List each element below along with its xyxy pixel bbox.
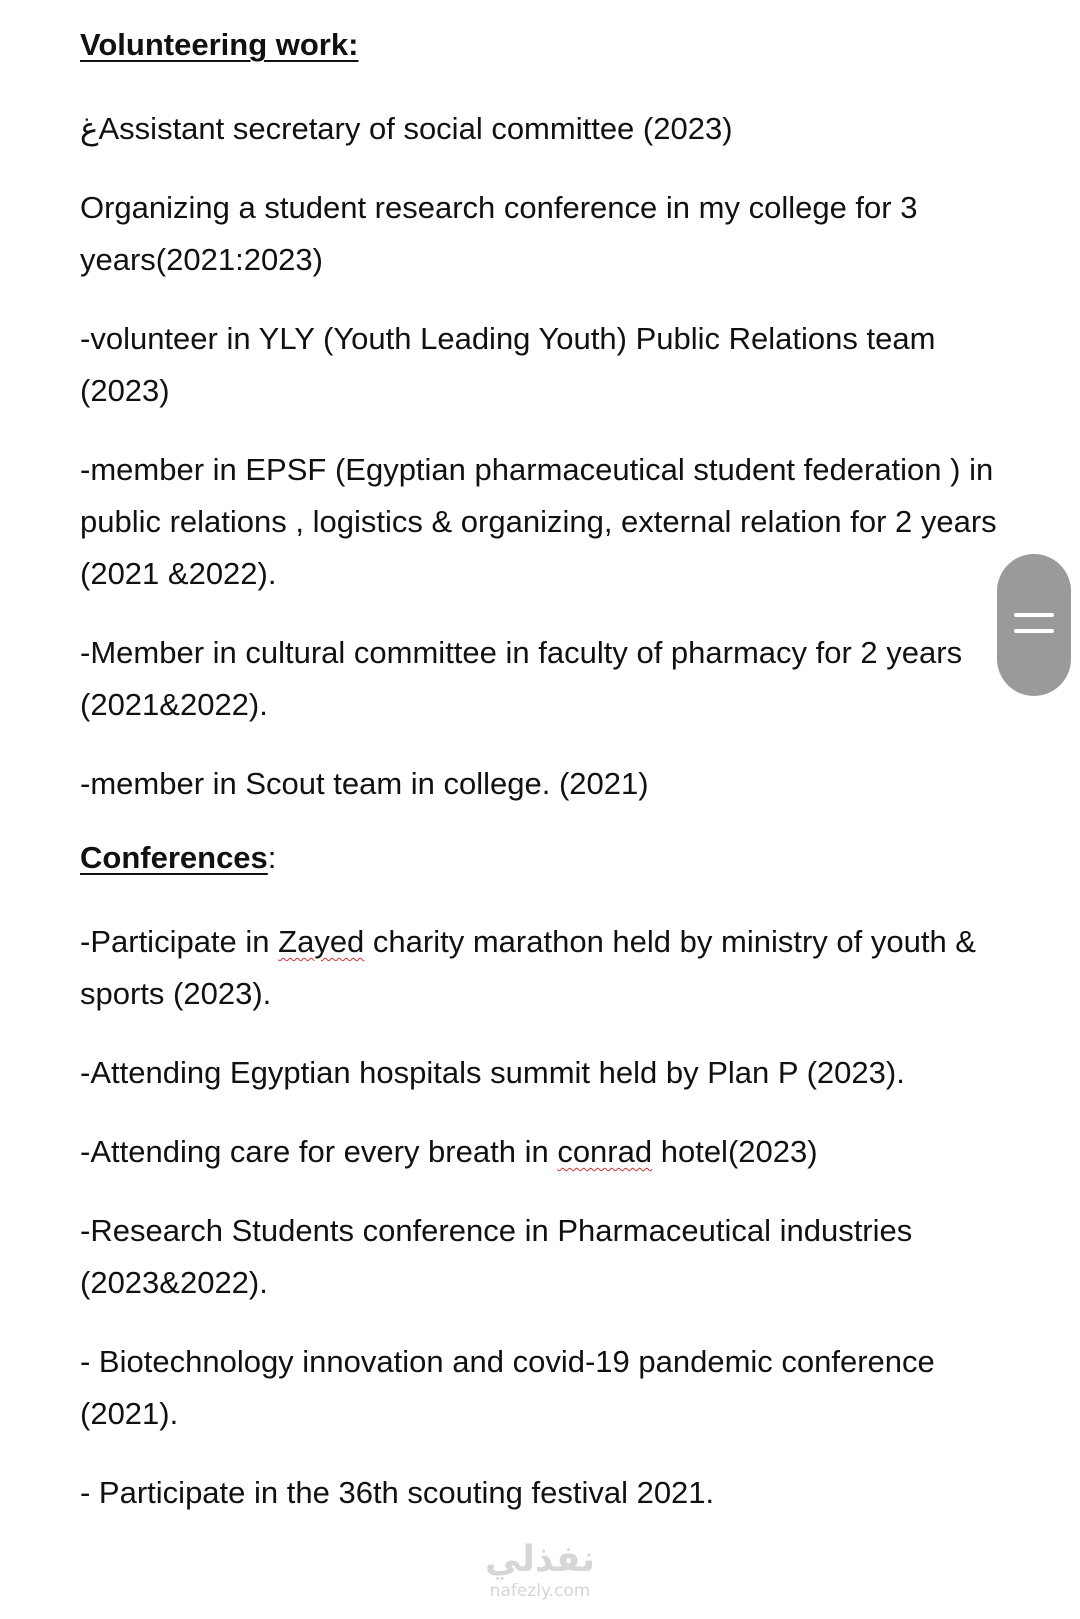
conferences-heading — [80, 837, 1010, 879]
volunteering-item: ﻍAssistant secretary of social committee (2023) — [80, 111, 733, 146]
conferences-heading-text: Conferences — [80, 840, 268, 875]
document-body — [80, 24, 1010, 1546]
spellcheck-flagged-word[interactable]: Zayed — [278, 924, 365, 959]
conference-item: -Research Students conference in Pharmaceutical industries (2023&2022). — [80, 1213, 913, 1300]
drag-handle-bar — [1014, 629, 1054, 633]
conference-item-text: -Participate in — [80, 924, 279, 959]
watermark-logo — [480, 1540, 600, 1602]
drag-handle-bar — [1014, 613, 1054, 617]
scroll-handle[interactable] — [997, 554, 1071, 696]
watermark-arabic: نفذلي — [484, 1539, 596, 1580]
conference-item — [80, 1126, 1010, 1178]
conference-item: - Biotechnology innovation and covid-19 pandemic conference (2021). — [80, 1344, 935, 1431]
conference-item: -Attending Egyptian hospitals summit held by Plan P (2023). — [80, 1055, 905, 1090]
volunteering-heading: Volunteering work: — [80, 27, 359, 62]
volunteering-item: -member in EPSF (Egyptian pharmaceutical student federation ) in public relations , logistics & organizing, external relation for 2 years (2021 &2022). — [80, 452, 997, 591]
watermark-url: nafezly.com — [489, 1581, 591, 1601]
volunteering-item: -member in Scout team in college. (2021) — [80, 766, 649, 801]
conference-item-text: charity marathon held by ministry of youth & sports (2023). — [80, 924, 976, 1011]
conference-item: - Participate in the 36th scouting festival 2021. — [80, 1475, 715, 1510]
volunteering-item: -Member in cultural committee in faculty of pharmacy for 2 years (2021&2022). — [80, 635, 963, 722]
conference-item-text: hotel(2023) — [652, 1134, 818, 1169]
volunteering-item: -volunteer in YLY (Youth Leading Youth) Public Relations team (2023) — [80, 321, 936, 408]
conferences-heading-colon: : — [267, 840, 277, 875]
volunteering-item: Organizing a student research conference in my college for 3 years(2021:2023) — [80, 190, 918, 277]
spellcheck-flagged-word[interactable]: conrad — [557, 1134, 653, 1169]
conference-item-text: -Attending care for every breath in — [80, 1134, 558, 1169]
conference-item — [80, 916, 1010, 1020]
